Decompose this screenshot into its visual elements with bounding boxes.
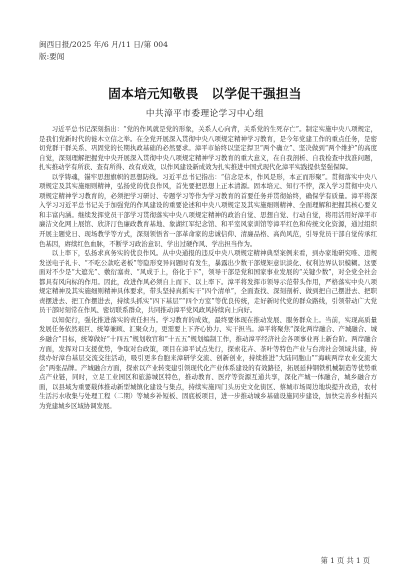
publication-info: 闽西日报/2025 年/6 月/11 日/第 004 xyxy=(39,40,168,49)
article-title: 固本培元知敬畏 以学促干强担当 xyxy=(108,86,302,101)
paragraph-1: 习近平总书记深刻指出：“党的作风就是党的形象，关系人心向背，关系党的生死存亡”。制定实施中央八项规定，是我们党新时代的徙木立信之举。在全党开展深入贯彻中央八项规定精神学习教育，是今年党建工作的重点任务，是密切党群干群关系、巩固党的长期执政基础的必然要求。漳平市始终以坚定捍卫“两个确立”、坚决做到“两个维护”的高度自觉，深刻理解把握党中央开展深入贯彻中央八项规定精神学习教育的重大意义，在自我剖析、自我检查中找准问题，扎实推动学有所获、查有所得、改有成效，以作风建设新成效为扎实推进中国式现代化漳平实践提供坚强保障。 xyxy=(39,125,377,172)
page-number: 第 1 页 共 1 页 xyxy=(320,556,370,565)
article-author: 中共漳平市委理论学习中心组 xyxy=(145,109,265,119)
paragraph-3: 以上率下，弘扬求真务实的优良作风。从中央通报的违反中央八项规定精神典型案例来看，到办家地研究唯、违规发送电子礼卡、“不吃公款吃老板”等隐形变异问题时有发生，暴露出少数干部规矩意识淡化、权利边界认识模糊。这要面对不少是“大遮光”、敷衍塞责、“风成于上，俗化于下”，领导干部是党和国家事业发展的“关键少数”，对全党全社会都具有风向标的作用。因此，改进作风必须自上而下、以上率下。漳平将发挥市领导示范带头作用，严格落实中央八项规定精神及其实施细则精神具体要求，带头坚持真抓实干“四个清单”，全面查找、深刻剖析、做到把自己摆进去、把职责摆进去、把工作摆进去，持续头抓实“四下基层”“四个方室”等优良传统，走好新时代党的群众路线，引领带动广大党员干部时刻常在作风、密切联系群众，共同推动漳平党风政风持续向上向好。 xyxy=(39,249,377,315)
paragraph-2: 以学铸魂，锚牢思想旗帜的思想防线。习近平总书记指出：“信念是本，作风是形，本正而形聚”。贯彻落实中央八项规定及其实施细则精神，弘扬党的优良作风，首先要把思想上正本清源。固本培元、知行不悖，深入学习贯彻中央八项规定精神学习教育的，必须把学习研讨、专题学习等作为学习教育的首要任务并贯彻始终，确保学有质量。漳平将深入学习习近平总书记关于加强党的作风建设的重要论述和中央八项规定及其实施细则精神、全面理解和把握其核心要义和丰富内涵。继续发挥党员干部学习贯彻落实中央八项规定精神的政治自觉、思想自觉、行动自觉，将用活用好漳平市廉洁文化网上展馆、欣济汀色廉政教育基地、象湖红军纪念馆、和平室风家训馆等漳平红色和传统文化资源，通过组织开展主题党日、现场教学等方式，深刻领悟省一部革命家的忠诚信仰、清廉品格、高尚风范，引导党员干部自觉传承红色基因，赓续红色血脉，不断学习政治意识、学出过硬作风、学出担当作为。 xyxy=(39,172,377,248)
section-info: 版:要闻 xyxy=(39,52,65,61)
paragraph-4: 以知促行，强化推进落实的责任担当。学习教育的成效，最终要体现在推动发展、服务群众上。当前，实现高质量发展任务依然艰巨、统筹兼顾、汇聚众力，更需要上下齐心协力、实干担当。漳平将聚焦“深化两岸融合、产城融合、城乡融合”目标，统筹做好“十四五”规划收官和“十五五”规划编制工作，推动漳平经济社会各项事业再上新台阶。两岸融合方面，发挥对口支援优势，争取对台政策，项目在漳平试点先行，探索花卉、茶叶等特色产业与台湾社会领域共建，持续办好漳台基层交流交往活动，吸引更多台胞来漳研学交流、创新创业，持续推进“大陆同胞山”“海峡两岸农业交流大会”两张品牌。产城融合方面，探索以产业转变建引领现代化产业体系建设的有效路径，拓展延伸钢铁机械制造等优势重点产业链，同时，立足工业园区和旅游城区特色，推动教育、医疗等资源互通共享，深化产城一体融合，城乡融合方面，以县域为重要载体推动新型城镇化建设与集点，持续实施四门头历史文化街区、蔡城市场周边地块提升改造，农村生活污水收集与处理工程（二期）等城乡补短板、固底板项目，进一步推动城乡基础设施同步建设，加快完善乡村振兴为党建城乡区域协调发展。 xyxy=(39,315,377,410)
article-body xyxy=(39,125,377,535)
